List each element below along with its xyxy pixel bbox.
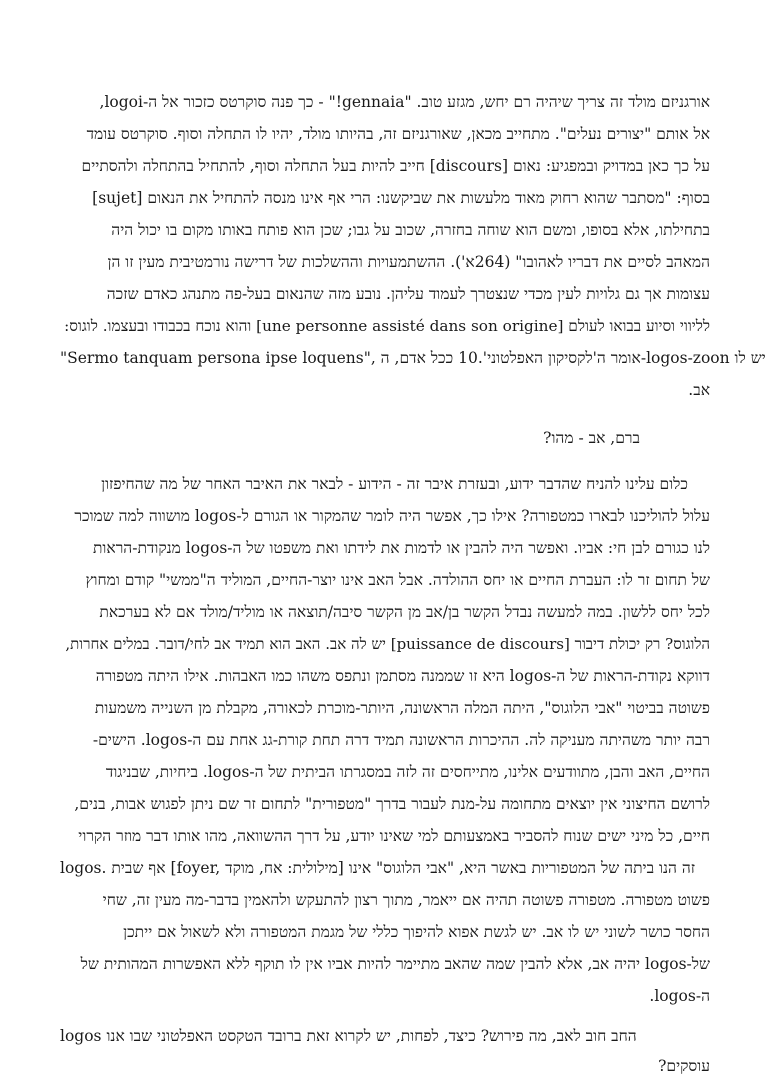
text-line: עצומות אך גם גלויות לעין מכדי שנצטרך לעמוד עליהן. נובע מזה שהנאום בעל-פה מתנהג כאדם שזכה — [106, 285, 710, 303]
text-line: חיים, כל מיני ישים שנוח להסביר באמצעותם למי שאינו יודע, על דרך ההשוואה, מהו אותו דבר מוזר הקרוי — [78, 827, 710, 845]
text-line: בתחילתו, אלא בסופו, ומשם הוא שוחה בחזרה, שכוב על גבו; שכן הוא פותח באותו מקום בו יכול היה — [111, 221, 710, 239]
text-line: של-logos יהיה אב, אלא להבין שמה שהאב מתיימר להיות אביו אין לו תוקף ללא האפשרות המהותית של — [80, 955, 710, 973]
text-line: דווקא נקודת-הראות של ה-logos היא זו שממנה מסתמן ונתפס משהו כמו האבהות. אילו היתה מטפורה — [95, 667, 710, 685]
text-line: אל אותם "יצורים נעלים". מתחייב מכאן, שאורגניזם זה, בהיותו מולד, יהיו לו התחלה וסוף. סוקרטס עומד — [86, 125, 710, 143]
text-line: בסוף: "מסתבר שהוא רחוק מאוד מלעשות את שביקשנו: הרי אף אינו מנסה להתחיל את הנאום [sujet] — [92, 189, 710, 207]
text-line: פשוטה בביטוי "אבי הלוגוס", היתה המלה הראשונה, היותר-מוכרת לכאורה, מקבלת מן השנייה משמעות — [94, 699, 710, 717]
section-heading: ברם, אב - מהו? — [543, 429, 640, 447]
text-line: הלוגוס? רק יכולת דיבור [puissance de discours] יש לה אב. האב הוא תמיד אב לחי/דובר. במלים אחרות, — [65, 635, 710, 653]
text-line: עוסקים? — [658, 1057, 710, 1075]
text-line: החסר כושר לשוני יש לו אב. יש לגשת אפוא להיפוך כללי של מגמת המטפורה ולא לשאול אם ייתכן — [123, 923, 710, 941]
text-line: "Sermo tanquam persona ipse loquens", אומר ה'לקסיקון האפלטוני'.10 ככל אדם, ה-logos-zoon יש לו — [60, 349, 766, 367]
text-line: על כך כאן במדויק ובמפגיע: נאום [discours] חייב להיות בעל התחלה וסוף, להתחיל בהתחלה ולהסתיים — [81, 157, 710, 175]
text-line: לנו כגורם לבן חי: אביו. ואפשר היה להבין או לדמות את לידתו ואת משפטו של ה-logos מנקודת-הראות — [92, 539, 710, 557]
text-line: לרושם החיצוני אין יוצאים מתחומה על-מנת לעבור בדרך "מטפורית" לתחום זר שם ניתן לפגוש אבות, בנים, — [74, 795, 710, 813]
text-line: של תחום זר לו: העברת החיים או יחס ההולדה. אבל האב אינו יוצר-החיים, המוליד ה"ממשי" קודם ומחוץ — [85, 571, 710, 589]
text-line: פשוט מטפורה. מטפורה פשוטה תהיה אם ייאמר, מתוך רצון להתעקש ולהאמין בדבר-מה מעין זה, שחי — [102, 891, 710, 909]
text-line: כלום עלינו להניח שהדבר ידוע, ובעזרת איבר זה - הידוע - לבאר את האיבר האחר של מה שהחיפזון — [101, 475, 688, 493]
text-line: logos. אף שבית [foyer, מילולית: אח, מוקד] זה הנו ביתה של המטפוריות באשר היא, "אבי הלוגוס" אינו — [60, 859, 696, 877]
text-line: לליווי וסיוע בבואו לעולם [une personne assisté dans son origine] והוא נוכח בכבודו ובעצמו. לוגוס: — [64, 317, 710, 335]
text-line: אורגניזם מולד זה צריך שיהיה רם יחש, מגזע טוב. "gennaia!" - כך פנה סוקרטס כזכור אל ה-logoi, — [99, 93, 710, 111]
text-line: המאהב לסיים את דבריו לאהובו" (264א'). ההשתמעויות וההשלכות של דרישה נורמטיבית מעין זו הן — [107, 253, 710, 271]
text-line: אב. — [688, 381, 710, 399]
text-line: עלול להוליכנו לבארו כמטפורה? אילו כך, אפשר היה לומר שהמקור או הגורם ל-logos מושווה למה שמוכר — [74, 507, 710, 525]
text-line: לכל יחס ללשון. במה למעשה נבדל הקשר בן/אב מן הקשר סיבה/תוצאה או מוליד/מולד אם לא בערכאת — [99, 603, 710, 621]
text-line: ה-logos. — [649, 987, 710, 1005]
text-line: logos החב חוב לאב, מה פירוש? כיצד, לפחות, יש לקרוא זאת ברובד הטקסט האפלטוני שבו אנו — [60, 1027, 637, 1045]
text-line: רבה יותר משהיתה מעניקה לה. ההיכרות הראשונה תמיד דרה תחת קורת-גג אחת עם ה-logos. הישים- — [92, 731, 710, 749]
text-line: החיים, האב והבן, מתוודעים אלינו, מתייחסים זה לזה במסגרתו הביתית של ה-logos. ביחיות, שבניגוד — [105, 763, 710, 781]
